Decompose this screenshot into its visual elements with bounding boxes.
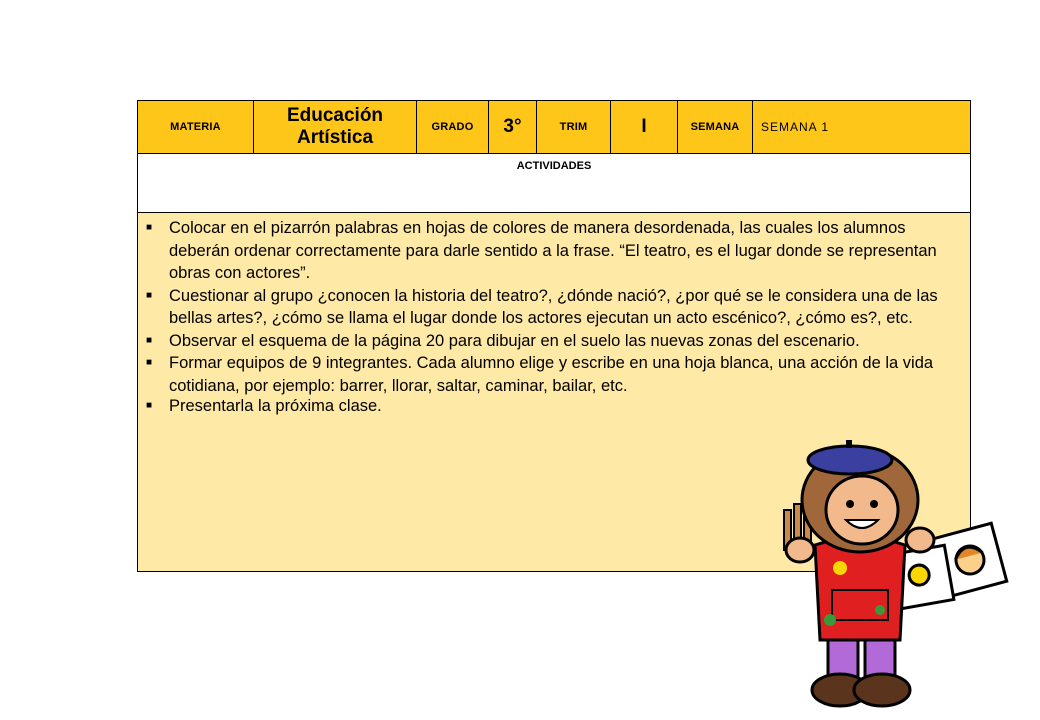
square-bullet-icon: ■ — [146, 357, 153, 368]
semana-value: SEMANA 1 — [761, 120, 830, 134]
materia-label: MATERIA — [138, 101, 254, 153]
list-item — [138, 352, 970, 397]
semana-label: SEMANA — [678, 101, 753, 153]
activity-text: Presentarla la próxima clase. — [169, 397, 382, 415]
painter-child-illustration — [770, 440, 1030, 720]
activities-title: ACTIVIDADES — [516, 160, 592, 172]
grado-value: 3° — [489, 101, 537, 153]
activity-text: Formar equipos de 9 integrantes. Cada alumno elige y escribe en una hoja blanca, una acción de la vida cotidiana, por ejemplo: barrer, llorar, saltar, caminar, bailar, etc. — [169, 354, 934, 395]
header-row — [138, 101, 970, 154]
activities-title-row — [138, 154, 970, 213]
square-bullet-icon: ■ — [146, 222, 153, 233]
square-bullet-icon: ■ — [146, 334, 153, 346]
trim-label: TRIM — [537, 101, 611, 153]
activity-text: Cuestionar al grupo ¿conocen la historia del teatro?, ¿dónde nació?, ¿por qué se le considera una de las bellas artes?, ¿cómo se llama el lugar donde los actores ejecutan un acto escénico?, ¿cómo es?, etc. — [169, 286, 938, 327]
square-bullet-icon: ■ — [146, 289, 153, 301]
materia-value-line1: Educación — [286, 105, 384, 126]
list-item — [138, 330, 970, 353]
list-item — [138, 217, 970, 285]
trim-value: I — [611, 101, 678, 153]
activity-text: Colocar en el pizarrón palabras en hojas de colores de manera desordenada, las cuales los alumnos deberán ordenar correctamente para darle sentido a la frase. “El teatro, es el lugar donde se representan obras con actores”. — [169, 219, 937, 282]
list-item — [138, 397, 970, 415]
list-item — [138, 285, 970, 330]
square-bullet-icon: ■ — [146, 400, 153, 411]
grado-label: GRADO — [417, 101, 489, 153]
materia-value-line2: Artística — [296, 127, 374, 148]
activities-list — [138, 213, 970, 415]
materia-value — [254, 101, 417, 153]
activity-text: Observar el esquema de la página 20 para dibujar en el suelo las nuevas zonas del escenario. — [169, 331, 860, 350]
